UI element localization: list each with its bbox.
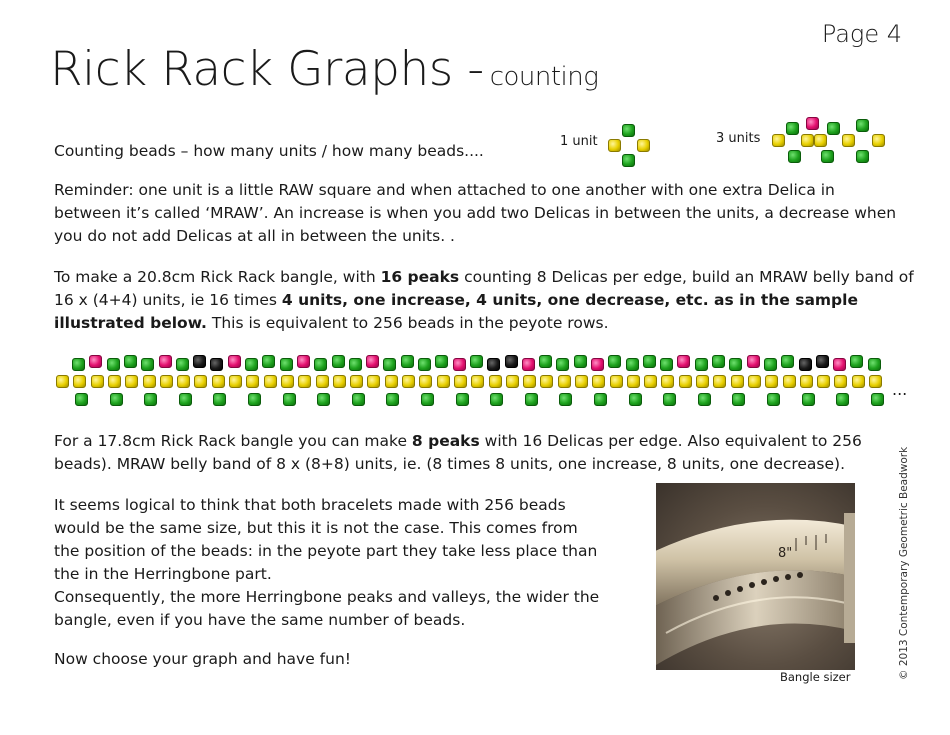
bead: [868, 358, 881, 371]
bead: [419, 375, 432, 388]
closing-line: Now choose your graph and have fun!: [54, 650, 351, 668]
bead: [626, 358, 639, 371]
bangle-17-text-2: with 16 Delicas per edge. Also equivalent to 256 beads). MRAW belly band of 8 x (8+8) units, ie. (8 times 8 units, one increase, 8 units, one decrease).: [54, 432, 862, 473]
bead: [856, 119, 869, 132]
bead: [471, 375, 484, 388]
bead: [144, 393, 157, 406]
bead: [816, 355, 829, 368]
logic-line-1: It seems logical to think that both bracelets made with 256 beads would be the same size, but this it is not the case. This comes from the position of the beads: in the peyote part they take less place than the in the Herringbone part.: [54, 496, 598, 583]
bead: [487, 358, 500, 371]
bead: [179, 393, 192, 406]
bead: [713, 375, 726, 388]
bead: [91, 375, 104, 388]
bead: [213, 393, 226, 406]
bead: [540, 375, 553, 388]
bead: [695, 358, 708, 371]
bead: [786, 122, 799, 135]
bead: [661, 375, 674, 388]
strip-continuation: ...: [892, 380, 908, 399]
bead: [332, 355, 345, 368]
bead: [89, 355, 102, 368]
bead: [800, 375, 813, 388]
ruler-mark: 8": [778, 546, 793, 561]
bead: [872, 134, 885, 147]
bead: [594, 393, 607, 406]
bead: [367, 375, 380, 388]
bead: [556, 358, 569, 371]
bangle-sizer-illustration: [656, 483, 855, 670]
bead: [283, 393, 296, 406]
bead: [592, 375, 605, 388]
bead: [264, 375, 277, 388]
bead: [317, 393, 330, 406]
bead: [559, 393, 572, 406]
bead: [817, 375, 830, 388]
page-title: [50, 42, 598, 97]
bead: [574, 355, 587, 368]
bead: [781, 355, 794, 368]
bead: [386, 393, 399, 406]
bead: [783, 375, 796, 388]
bead: [143, 375, 156, 388]
bead: [470, 355, 483, 368]
bead: [523, 375, 536, 388]
bead: [281, 375, 294, 388]
bead: [314, 358, 327, 371]
bead: [801, 134, 814, 147]
bead: [193, 355, 206, 368]
bead: [806, 117, 819, 130]
bead: [505, 355, 518, 368]
bead: [522, 358, 535, 371]
bead: [856, 150, 869, 163]
page-number: Page 4: [821, 20, 902, 48]
bead: [525, 393, 538, 406]
logic-paragraph: [54, 494, 604, 632]
copyright-notice: © 2013 Contemporary Geometric Beadwork: [898, 446, 910, 680]
bead: [297, 355, 310, 368]
bead: [764, 358, 777, 371]
bead: [591, 358, 604, 371]
bead: [644, 375, 657, 388]
bead: [622, 154, 635, 167]
bead: [421, 393, 434, 406]
bead: [333, 375, 346, 388]
bead: [298, 375, 311, 388]
bead: [108, 375, 121, 388]
bead: [833, 358, 846, 371]
bead: [660, 358, 673, 371]
bead: [194, 375, 207, 388]
bead: [747, 355, 760, 368]
bead: [821, 150, 834, 163]
bead: [435, 355, 448, 368]
bead: [627, 375, 640, 388]
bead: [402, 375, 415, 388]
bead: [212, 375, 225, 388]
bead: [799, 358, 812, 371]
bead: [437, 375, 450, 388]
bead: [159, 355, 172, 368]
bead: [56, 375, 69, 388]
bead: [248, 393, 261, 406]
bead: [836, 393, 849, 406]
bead: [352, 393, 365, 406]
bead: [141, 358, 154, 371]
bead: [107, 358, 120, 371]
bead: [698, 393, 711, 406]
bead: [842, 134, 855, 147]
bead: [177, 375, 190, 388]
bead: [663, 393, 676, 406]
bead: [385, 375, 398, 388]
bead: [643, 355, 656, 368]
bead: [210, 358, 223, 371]
bead: [490, 393, 503, 406]
bangle-20-text-1: To make a 20.8cm Rick Rack bangle, with: [54, 268, 381, 286]
bead: [229, 375, 242, 388]
bead: [349, 358, 362, 371]
bead: [748, 375, 761, 388]
bead: [539, 355, 552, 368]
bead: [454, 375, 467, 388]
bead: [610, 375, 623, 388]
bead: [732, 393, 745, 406]
bead: [608, 355, 621, 368]
bead: [729, 358, 742, 371]
title-subtitle: counting: [489, 62, 599, 92]
bead: [75, 393, 88, 406]
bead: [228, 355, 241, 368]
bead: [871, 393, 884, 406]
bangle-17-text-1: For a 17.8cm Rick Rack bangle you can make: [54, 432, 412, 450]
reminder-paragraph: Reminder: one unit is a little RAW square and when attached to one another with one extra Delica in between it’s called ‘MRAW’. An increase is when you add two Delicas in between the units, a decrease when you do not add Delicas at all in between the units. .: [54, 181, 897, 245]
bead: [679, 375, 692, 388]
bangle-20-text-3: This is equivalent to 256 beads in the peyote rows.: [206, 314, 609, 332]
bead: [637, 139, 650, 152]
bead: [767, 393, 780, 406]
bead: [246, 375, 259, 388]
logic-line-2: Consequently, the more Herringbone peaks and valleys, the wider the bangle, even if you have the same number of beads.: [54, 588, 600, 629]
bead: [73, 375, 86, 388]
bead: [558, 375, 571, 388]
bead: [629, 393, 642, 406]
bead: [401, 355, 414, 368]
bead: [262, 355, 275, 368]
bangle-20-peaks: 16 peaks: [380, 268, 460, 286]
bead: [383, 358, 396, 371]
bead: [176, 358, 189, 371]
bangle-20-instruction: 4 units, one increase, 4 units, one decrease, etc. as in the sample illustrated below.: [54, 291, 858, 332]
bead: [852, 375, 865, 388]
bangle-17-peaks: 8 peaks: [411, 432, 480, 450]
bead: [677, 355, 690, 368]
bead: [418, 358, 431, 371]
bangle-20-paragraph: [54, 266, 914, 335]
bead: [456, 393, 469, 406]
counting-intro: Counting beads – how many units / how many beads....: [54, 142, 484, 160]
bead: [696, 375, 709, 388]
bead: [72, 358, 85, 371]
bead: [827, 122, 840, 135]
three-units-label: 3 units: [716, 131, 761, 146]
bead: [869, 375, 882, 388]
bead: [245, 358, 258, 371]
bead: [788, 150, 801, 163]
bead: [124, 355, 137, 368]
one-unit-label: 1 unit: [560, 134, 598, 149]
bead: [765, 375, 778, 388]
bead: [506, 375, 519, 388]
bead: [489, 375, 502, 388]
bead: [608, 139, 621, 152]
bangle-sizer-photo: [656, 483, 855, 670]
bead: [575, 375, 588, 388]
photo-caption: Bangle sizer: [780, 670, 851, 684]
bead: [814, 134, 827, 147]
bead: [802, 393, 815, 406]
bead: [316, 375, 329, 388]
bead: [280, 358, 293, 371]
bead: [772, 134, 785, 147]
bead: [731, 375, 744, 388]
bead: [125, 375, 138, 388]
bead: [850, 355, 863, 368]
bead: [834, 375, 847, 388]
bangle-20-text-2: counting 8 Delicas per edge, build an MRAW belly band of 16 x (4+4) units, ie 16 times: [54, 268, 914, 309]
bead: [366, 355, 379, 368]
title-main: Rick Rack Graphs -: [50, 42, 484, 97]
bead: [350, 375, 363, 388]
bangle-17-paragraph: [54, 430, 904, 476]
bead: [110, 393, 123, 406]
bead: [160, 375, 173, 388]
bead: [453, 358, 466, 371]
bead: [712, 355, 725, 368]
bead: [622, 124, 635, 137]
